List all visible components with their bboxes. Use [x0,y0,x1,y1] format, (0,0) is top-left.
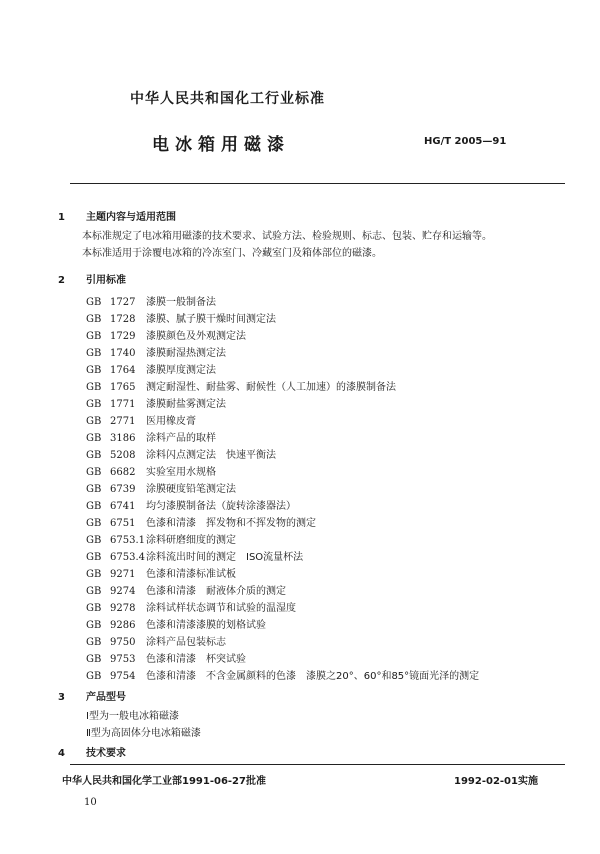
ref-prefix: GB [86,552,102,563]
ref-title: 色漆和清漆 不含金属颜料的色漆 漆膜之20°、60°和85°镜面光泽的测定 [146,671,480,682]
approval-line: 中华人民共和国化学工业部1991-06-27批准 [62,776,266,787]
ref-number: 6739 [110,484,136,495]
ref-number: 1765 [110,382,136,393]
reference-item [86,327,246,342]
ref-title: 漆膜耐盐雾测定法 [146,399,226,410]
ref-number: 1771 [110,399,136,410]
scope-paragraph-2: 本标准适用于涂覆电冰箱的冷冻室门、冷藏室门及箱体部位的磁漆。 [82,248,382,259]
reference-item [86,480,236,495]
reference-item [86,361,216,376]
ref-title: 涂料产品的取样 [146,433,216,444]
ref-title: 涂料闪点测定法 快速平衡法 [146,450,276,461]
ref-prefix: GB [86,467,102,478]
ref-title: 涂料研磨细度的测定 [146,535,236,546]
reference-item [86,531,236,546]
reference-item [86,412,196,427]
ref-number: 2771 [110,416,136,427]
ref-title: 漆膜一般制备法 [146,297,216,308]
reference-item [86,344,226,359]
ref-number: 9754 [110,671,136,682]
section-title: 引用标准 [86,275,126,286]
ref-prefix: GB [86,314,102,325]
ref-prefix: GB [86,654,102,665]
ref-prefix: GB [86,382,102,393]
ref-title: 涂膜硬度铅笔测定法 [146,484,236,495]
ref-title: 色漆和清漆 杯突试验 [146,654,246,665]
ref-title: 医用橡皮膏 [146,416,196,427]
reference-item [86,582,286,597]
section-title: 技术要求 [86,748,126,759]
ref-number: 6682 [110,467,136,478]
ref-prefix: GB [86,416,102,427]
ref-title: 涂料流出时间的测定 ISO流量杯法 [146,552,304,563]
product-type-2: Ⅱ型为高固体分电冰箱磁漆 [86,728,201,739]
reference-item [86,548,303,563]
reference-item [86,395,226,410]
ref-number: 1729 [110,331,136,342]
implementation-date: 1992-02-01实施 [454,776,538,787]
ref-number: 1728 [110,314,136,325]
section-4-heading [58,744,126,759]
section-3-heading [58,688,126,703]
product-type-1: Ⅰ型为一般电冰箱磁漆 [86,711,179,722]
ref-title: 漆膜颜色及外观测定法 [146,331,246,342]
ref-title: 漆膜、腻子膜干燥时间测定法 [146,314,276,325]
reference-item [86,497,296,512]
ref-number: 9271 [110,569,136,580]
reference-item [86,378,396,393]
section-title: 产品型号 [86,692,126,703]
ref-title: 均匀漆膜制备法（旋转涂漆器法） [146,501,296,512]
ref-title: 漆膜厚度测定法 [146,365,216,376]
reference-item [86,310,276,325]
ref-number: 9286 [110,620,136,631]
ref-number: 9753 [110,654,136,665]
header-divider [70,183,565,184]
ref-number: 3186 [110,433,136,444]
ref-number: 6753.4 [110,552,145,563]
ref-number: 1740 [110,348,136,359]
section-number: 4 [58,748,65,759]
reference-item [86,429,216,444]
section-1-heading [58,208,176,223]
ref-title: 涂料产品包装标志 [146,637,226,648]
ref-prefix: GB [86,433,102,444]
ref-number: 9750 [110,637,136,648]
reference-item [86,616,266,631]
page-number: 10 [84,797,97,808]
ref-number: 6753.1 [110,535,145,546]
ref-prefix: GB [86,569,102,580]
ref-title: 色漆和清漆漆膜的划格试验 [146,620,266,631]
ref-prefix: GB [86,535,102,546]
reference-item [86,633,226,648]
reference-item [86,463,216,478]
reference-item [86,565,236,580]
ref-number: 1727 [110,297,136,308]
reference-item [86,667,479,682]
ref-title: 漆膜耐湿热测定法 [146,348,226,359]
section-number: 1 [58,212,65,223]
reference-item [86,446,276,461]
section-number: 2 [58,275,65,286]
ref-prefix: GB [86,501,102,512]
section-number: 3 [58,692,65,703]
ref-number: 6741 [110,501,136,512]
ref-number: 1764 [110,365,136,376]
ref-prefix: GB [86,331,102,342]
footer-divider [70,764,565,765]
reference-item [86,650,246,665]
ref-number: 9274 [110,586,136,597]
ref-prefix: GB [86,603,102,614]
ref-prefix: GB [86,671,102,682]
ref-number: 5208 [110,450,136,461]
ref-title: 测定耐湿性、耐盐雾、耐候性（人工加速）的漆膜制备法 [146,382,396,393]
document-title: 电冰箱用磁漆 [152,135,290,155]
ref-prefix: GB [86,620,102,631]
ref-prefix: GB [86,365,102,376]
ref-prefix: GB [86,399,102,410]
ref-prefix: GB [86,637,102,648]
ref-title: 涂料试样状态调节和试验的温湿度 [146,603,296,614]
ref-number: 9278 [110,603,136,614]
section-2-heading [58,271,126,286]
standard-code: HG/T 2005—91 [424,136,507,147]
section-title: 主题内容与适用范围 [86,212,176,223]
ref-prefix: GB [86,297,102,308]
ref-title: 色漆和清漆 挥发物和不挥发物的测定 [146,518,316,529]
industry-standard-heading: 中华人民共和国化工行业标准 [130,91,325,107]
reference-item [86,599,296,614]
ref-prefix: GB [86,586,102,597]
ref-prefix: GB [86,484,102,495]
ref-prefix: GB [86,348,102,359]
reference-item [86,293,216,308]
ref-title: 实验室用水规格 [146,467,216,478]
reference-item [86,514,316,529]
ref-title: 色漆和清漆 耐液体介质的测定 [146,586,286,597]
ref-prefix: GB [86,450,102,461]
scope-paragraph-1: 本标准规定了电冰箱用磁漆的技术要求、试验方法、检验规则、标志、包装、贮存和运输等。 [82,231,492,242]
ref-title: 色漆和清漆标准试板 [146,569,236,580]
ref-prefix: GB [86,518,102,529]
ref-number: 6751 [110,518,136,529]
